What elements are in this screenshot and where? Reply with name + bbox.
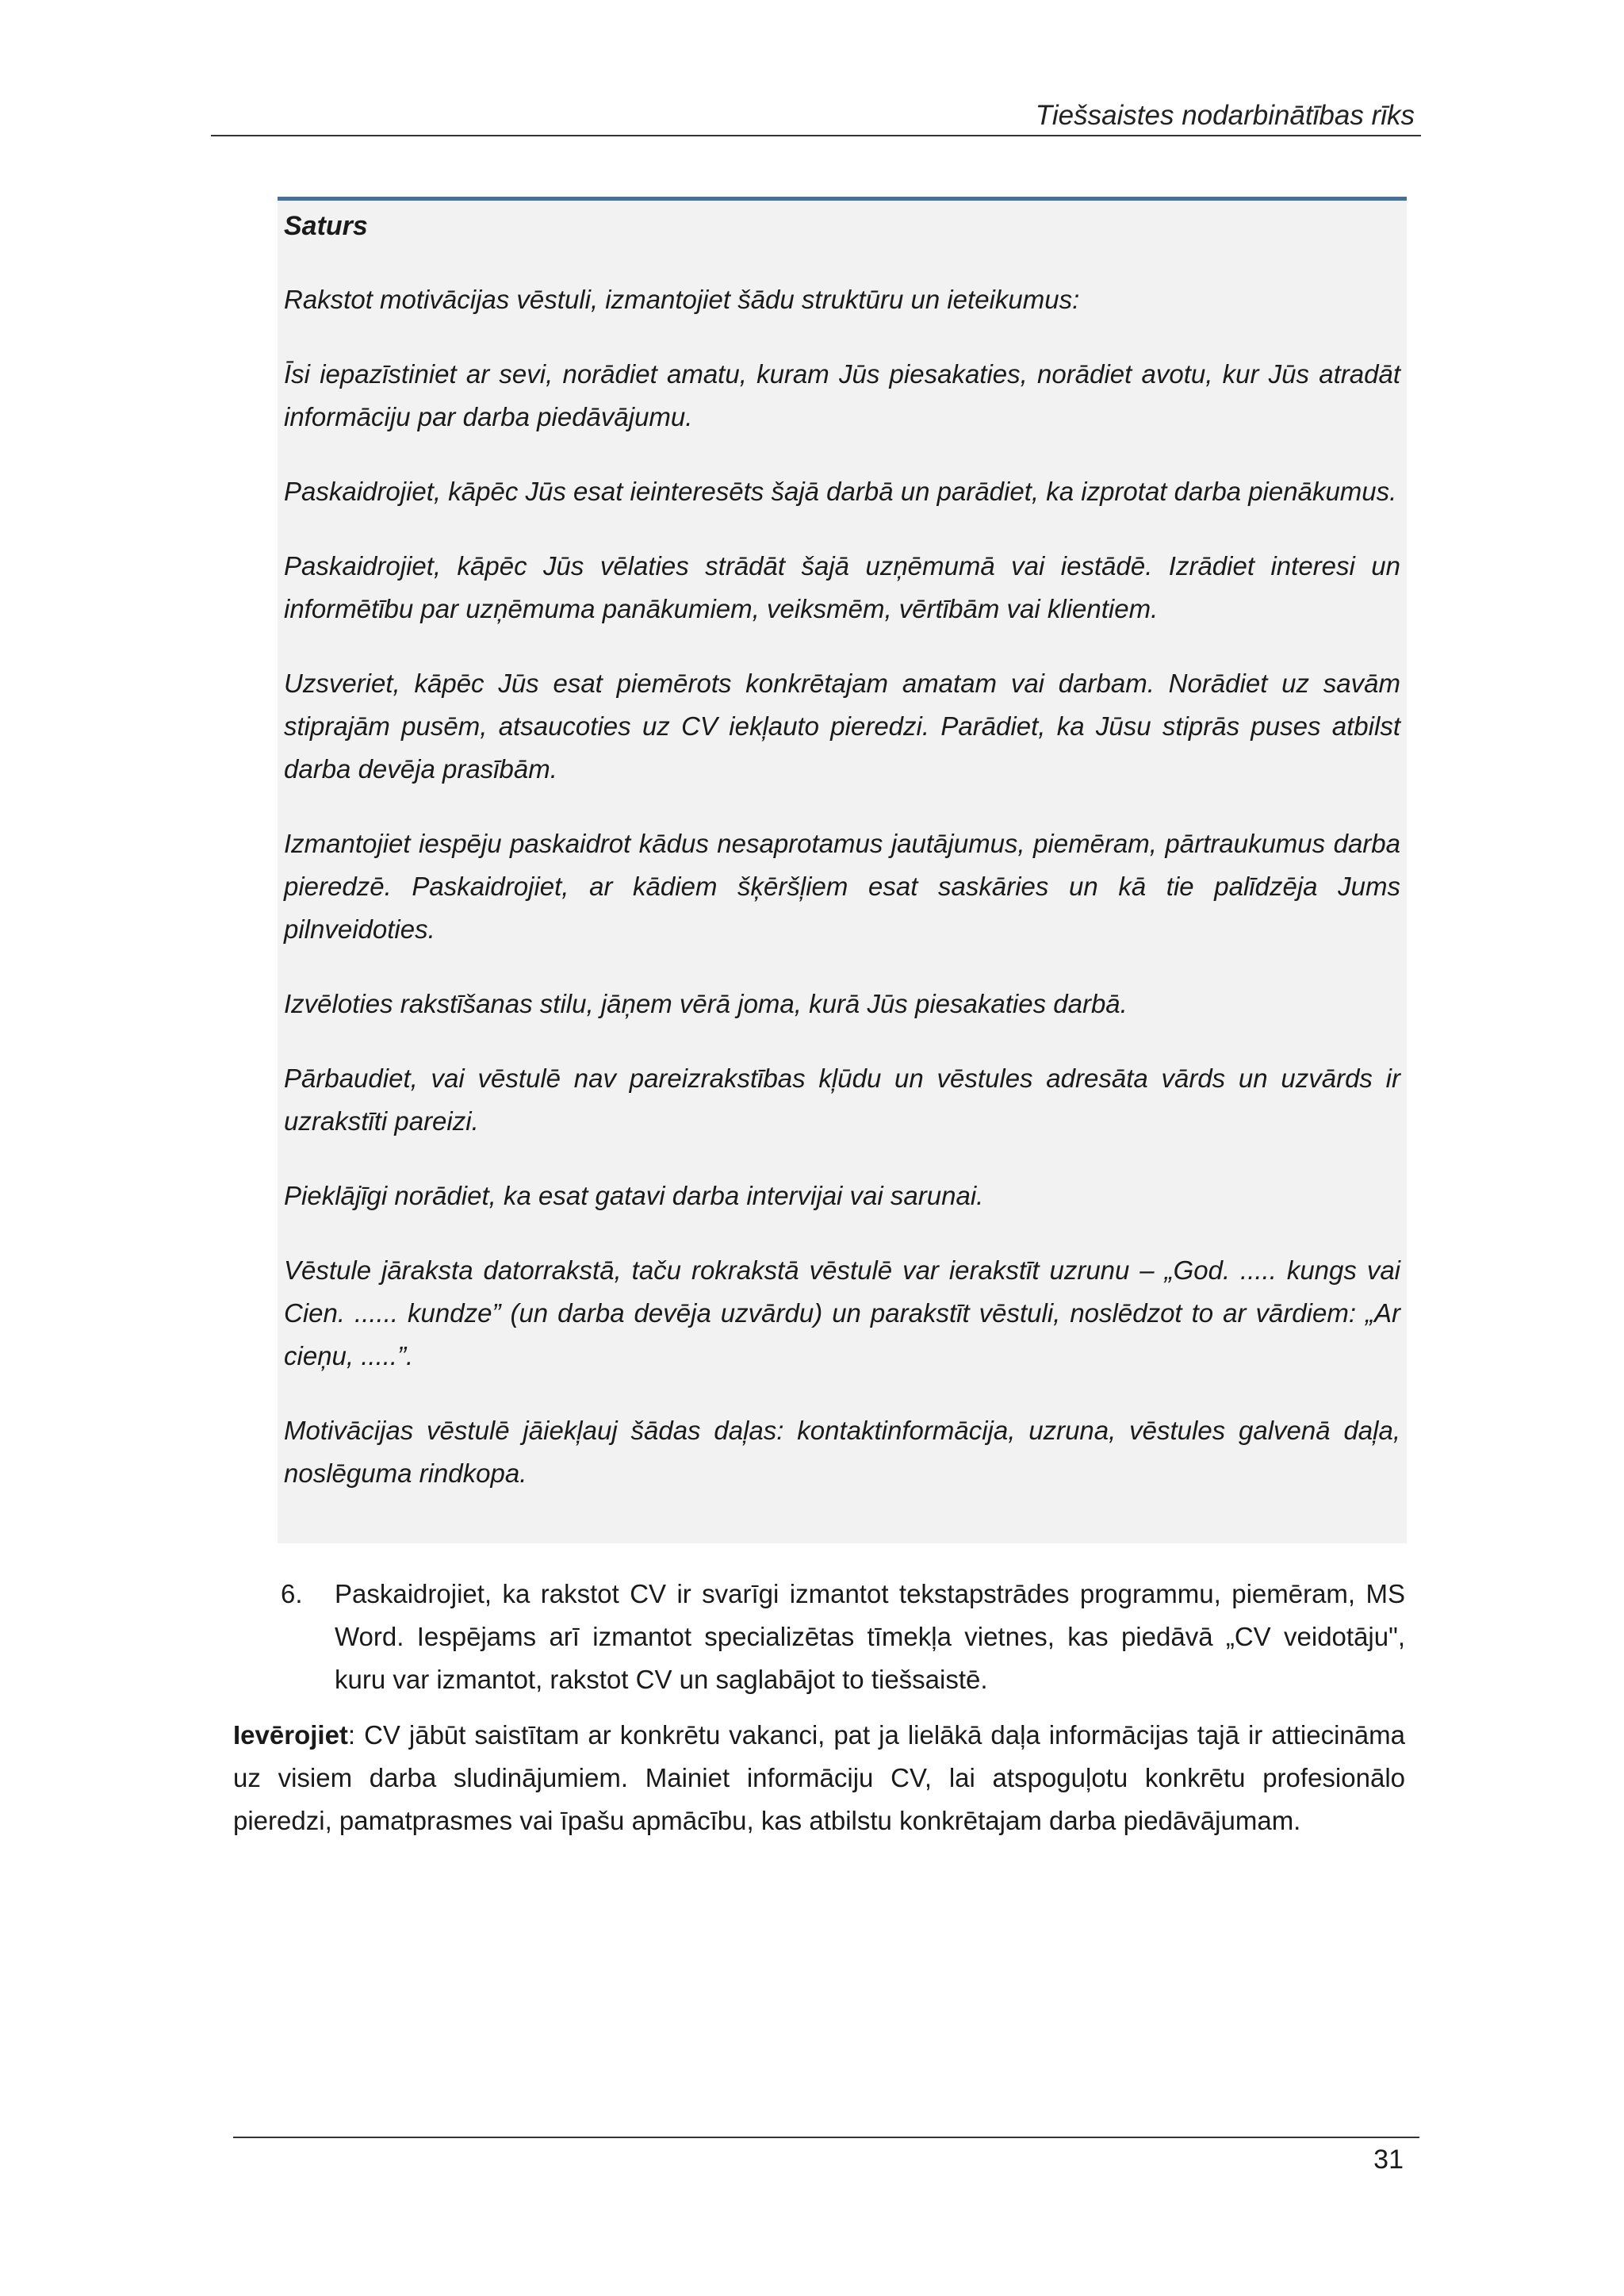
- page-header: [211, 94, 1421, 136]
- box-paragraph: Uzsveriet, kāpēc Jūs esat piemērots konkrētajam amatam vai darbam. Norādiet uz savām stiprajām pusēm, atsaucoties uz CV iekļauto pieredzi. Parādiet, ka Jūsu stiprās puses atbilst darba devēja prasībām.: [284, 669, 1400, 784]
- box-paragraph: Motivācijas vēstulē jāiekļauj šādas daļas: kontaktinformācija, uzruna, vēstules galvenā daļa, noslēguma rindkopa.: [284, 1416, 1400, 1488]
- list-item-number: 6.: [281, 1579, 303, 1608]
- box-paragraph: Paskaidrojiet, kāpēc Jūs vēlaties strādāt šajā uzņēmumā vai iestādē. Izrādiet interesi un informētību par uzņēmuma panākumiem, veiksmēm, vērtībām vai klientiem.: [284, 551, 1400, 623]
- header-title: Tiešsaistes nodarbinātības rīks: [1035, 100, 1415, 131]
- note-paragraph: [233, 1714, 1405, 1842]
- box-heading: Saturs: [284, 211, 368, 241]
- box-paragraph: Izvēloties rakstīšanas stilu, jāņem vērā joma, kurā Jūs piesakaties darbā.: [284, 989, 1128, 1018]
- list-item-text: Paskaidrojiet, ka rakstot CV ir svarīgi izmantot tekstapstrādes programmu, piemēram, MS Word. Iespējams arī izmantot specializētas tīmekļa vietnes, kas piedāvā „CV veidotāju", kuru var izmantot, rakstot CV un saglabājot to tiešsaistē.: [335, 1579, 1405, 1694]
- footer-rule: [233, 2137, 1419, 2138]
- note-text: : CV jābūt saistītam ar konkrētu vakanci, pat ja lielākā daļa informācijas tajā ir attiecināma uz visiem darba sludinājumiem. Mainiet informāciju CV, lai atspoguļotu konkrētu profesionālo pieredzi, pamatprasmes vai īpašu apmācību, kas atbilstu konkrētajam darba piedāvājumam.: [233, 1720, 1405, 1835]
- box-paragraph: Vēstule jāraksta datorrakstā, taču rokrakstā vēstulē var ierakstīt uzrunu – „God. ..... kungs vai Cien. ...... kundze” (un darba devēja uzvārdu) un parakstīt vēstuli, noslēdzot to ar vārdiem: „Ar cieņu, .....”.: [284, 1255, 1400, 1370]
- note-label: Ievērojiet: [233, 1720, 348, 1750]
- numbered-list-item: [281, 1573, 1405, 1701]
- box-paragraph: Izmantojiet iespēju paskaidrot kādus nesaprotamus jautājumus, piemēram, pārtraukumus darba pieredzē. Paskaidrojiet, ar kādiem šķēršļiem esat saskāries un kā tie palīdzēja Jums pilnveidoties.: [284, 829, 1400, 944]
- page-number: 31: [1373, 2145, 1404, 2175]
- box-paragraph: Rakstot motivācijas vēstuli, izmantojiet šādu struktūru un ieteikumus:: [284, 285, 1080, 314]
- box-paragraph: Pārbaudiet, vai vēstulē nav pareizrakstības kļūdu un vēstules adresāta vārds un uzvārds ir uzrakstīti pareizi.: [284, 1064, 1400, 1136]
- content-box: [278, 197, 1407, 1543]
- box-paragraph: Īsi iepazīstiniet ar sevi, norādiet amatu, kuram Jūs piesakaties, norādiet avotu, kur Jūs atradāt informāciju par darba piedāvājumu.: [284, 359, 1400, 431]
- box-paragraph: Paskaidrojiet, kāpēc Jūs esat ieinteresēts šajā darbā un parādiet, ka izprotat darba pienākumus.: [284, 477, 1397, 506]
- box-paragraph: Pieklājīgi norādiet, ka esat gatavi darba intervijai vai sarunai.: [284, 1181, 984, 1210]
